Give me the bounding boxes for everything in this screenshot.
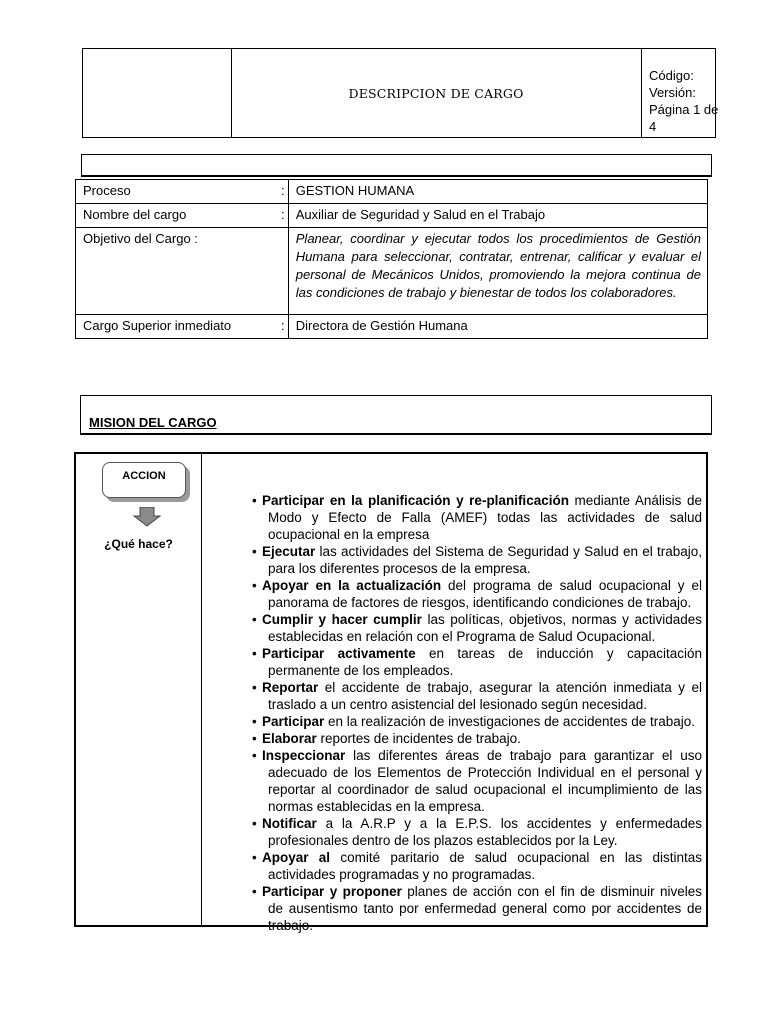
mission-header	[80, 395, 712, 435]
list-item	[242, 747, 702, 815]
item-text: las diferentes áreas de trabajo para garantizar el uso adecuado de los Elementos de Protección Individual en el personal y reportar al coordinador de salud ocupacional el incumplimiento de las normas establecidas en la empresa.	[268, 748, 702, 814]
item-bold: Participar	[262, 714, 325, 729]
item-bold: Inspeccionar	[262, 748, 346, 763]
row-label: Proceso	[76, 180, 278, 204]
list-item	[242, 730, 702, 747]
document-title: DESCRIPCION DE CARGO	[231, 49, 642, 137]
item-text: en tareas de inducción y capacitación permanente de los empleados.	[268, 646, 702, 678]
bullet-icon: •	[252, 544, 257, 559]
list-item	[242, 543, 702, 577]
list-item	[242, 492, 702, 543]
item-text: planes de acción con el fin de disminuir niveles de ausentismo tanto por enfermedad general como por accidentes de trabajo.	[268, 884, 702, 933]
item-bold: Cumplir y hacer cumplir	[262, 612, 422, 627]
item-bold: Elaborar	[262, 731, 317, 746]
logo-cell	[83, 49, 232, 137]
item-bold: Apoyar al	[262, 850, 331, 865]
list-item	[242, 815, 702, 849]
bullet-icon: •	[252, 578, 257, 593]
row-colon: :	[278, 180, 288, 204]
bullet-icon: •	[252, 680, 257, 695]
item-text: comité paritario de salud ocupacional en las distintas actividades programadas y no programadas.	[268, 850, 702, 882]
item-bold: Reportar	[262, 680, 319, 695]
item-bold: Participar activamente	[262, 646, 416, 661]
list-item	[242, 645, 702, 679]
row-value: Directora de Gestión Humana	[288, 315, 707, 339]
mission-section	[74, 452, 708, 933]
row-value: Planear, coordinar y ejecutar todos los procedimientos de Gestión Humana para seleccionar, contratar, entrenar, calificar y evaluar el personal de Mecánicos Unidos, promoviendo la mejora continua de las condiciones de trabajo y bienestar de todos los colaboradores.	[288, 228, 707, 315]
bullet-icon: •	[252, 884, 257, 899]
que-hace-label: ¿Qué hace?	[104, 537, 173, 551]
page-number: Página 1 de 4	[649, 102, 719, 134]
item-text: las actividades del Sistema de Seguridad y Salud en el trabajo, para los diferentes procesos de la empresa.	[268, 544, 702, 576]
item-text: las políticas, objetivos, normas y actividades establecidas en relación con el Programa de Salud Ocupacional.	[268, 612, 702, 644]
document-header	[82, 48, 719, 138]
row-value: GESTION HUMANA	[288, 180, 707, 204]
item-bold: Notificar	[262, 816, 317, 831]
table-row	[76, 315, 708, 339]
list-item	[242, 883, 702, 934]
row-label: Objetivo del Cargo :	[76, 228, 278, 315]
job-info-table	[75, 179, 708, 339]
row-value: Auxiliar de Seguridad y Salud en el Trabajo	[288, 204, 707, 228]
item-text: del programa de salud ocupacional y el panorama de factores de riesgos, identificando condiciones de trabajo.	[268, 578, 702, 610]
item-text: a la A.R.P y a la E.P.S. los accidentes y enfermedades profesionales dentro de los plazos establecidos por la Ley.	[268, 816, 702, 848]
version-label: Versión:	[649, 85, 696, 100]
list-item	[242, 713, 702, 730]
list-item	[242, 679, 702, 713]
row-colon	[278, 228, 288, 315]
row-colon: :	[278, 204, 288, 228]
bullet-icon: •	[252, 816, 257, 831]
item-text: el accidente de trabajo, asegurar la atención inmediata y el traslado a un centro asistencial del lesionado según necesidad.	[268, 680, 702, 712]
item-bold: Ejecutar	[262, 544, 316, 559]
empty-header-bar	[81, 154, 712, 177]
mission-title: MISION DEL CARGO	[89, 415, 217, 430]
item-bold: Participar y proponer	[262, 884, 402, 899]
row-label: Nombre del cargo	[76, 204, 278, 228]
bullet-icon: •	[252, 612, 257, 627]
table-row	[76, 204, 708, 228]
table-row	[76, 180, 708, 204]
bullet-icon: •	[252, 850, 257, 865]
table-row	[76, 228, 708, 315]
accion-box: ACCION	[102, 462, 186, 498]
bullet-icon: •	[252, 493, 257, 508]
item-text: en la realización de investigaciones de accidentes de trabajo.	[324, 714, 696, 729]
row-colon: :	[278, 315, 288, 339]
bullet-icon: •	[252, 646, 257, 661]
bullet-icon: •	[252, 714, 257, 729]
action-column	[76, 454, 202, 925]
list-item	[242, 577, 702, 611]
arrow-down-icon	[132, 507, 162, 527]
codigo-label: Código:	[649, 68, 694, 83]
item-text: mediante Análisis de Modo y Efecto de Falla (AMEF) todas las actividades de salud ocupacional en la empresa	[268, 493, 703, 542]
bullet-icon: •	[252, 731, 257, 746]
bullet-icon: •	[252, 748, 257, 763]
row-label: Cargo Superior inmediato	[76, 315, 278, 339]
activities-list	[242, 492, 702, 934]
list-item	[242, 849, 702, 883]
item-bold: Apoyar en la actualización	[262, 578, 442, 593]
item-bold: Participar en la planificación y re-planificación	[262, 493, 569, 508]
list-item	[242, 611, 702, 645]
item-text: reportes de incidentes de trabajo.	[316, 731, 521, 746]
document-meta	[641, 49, 724, 155]
